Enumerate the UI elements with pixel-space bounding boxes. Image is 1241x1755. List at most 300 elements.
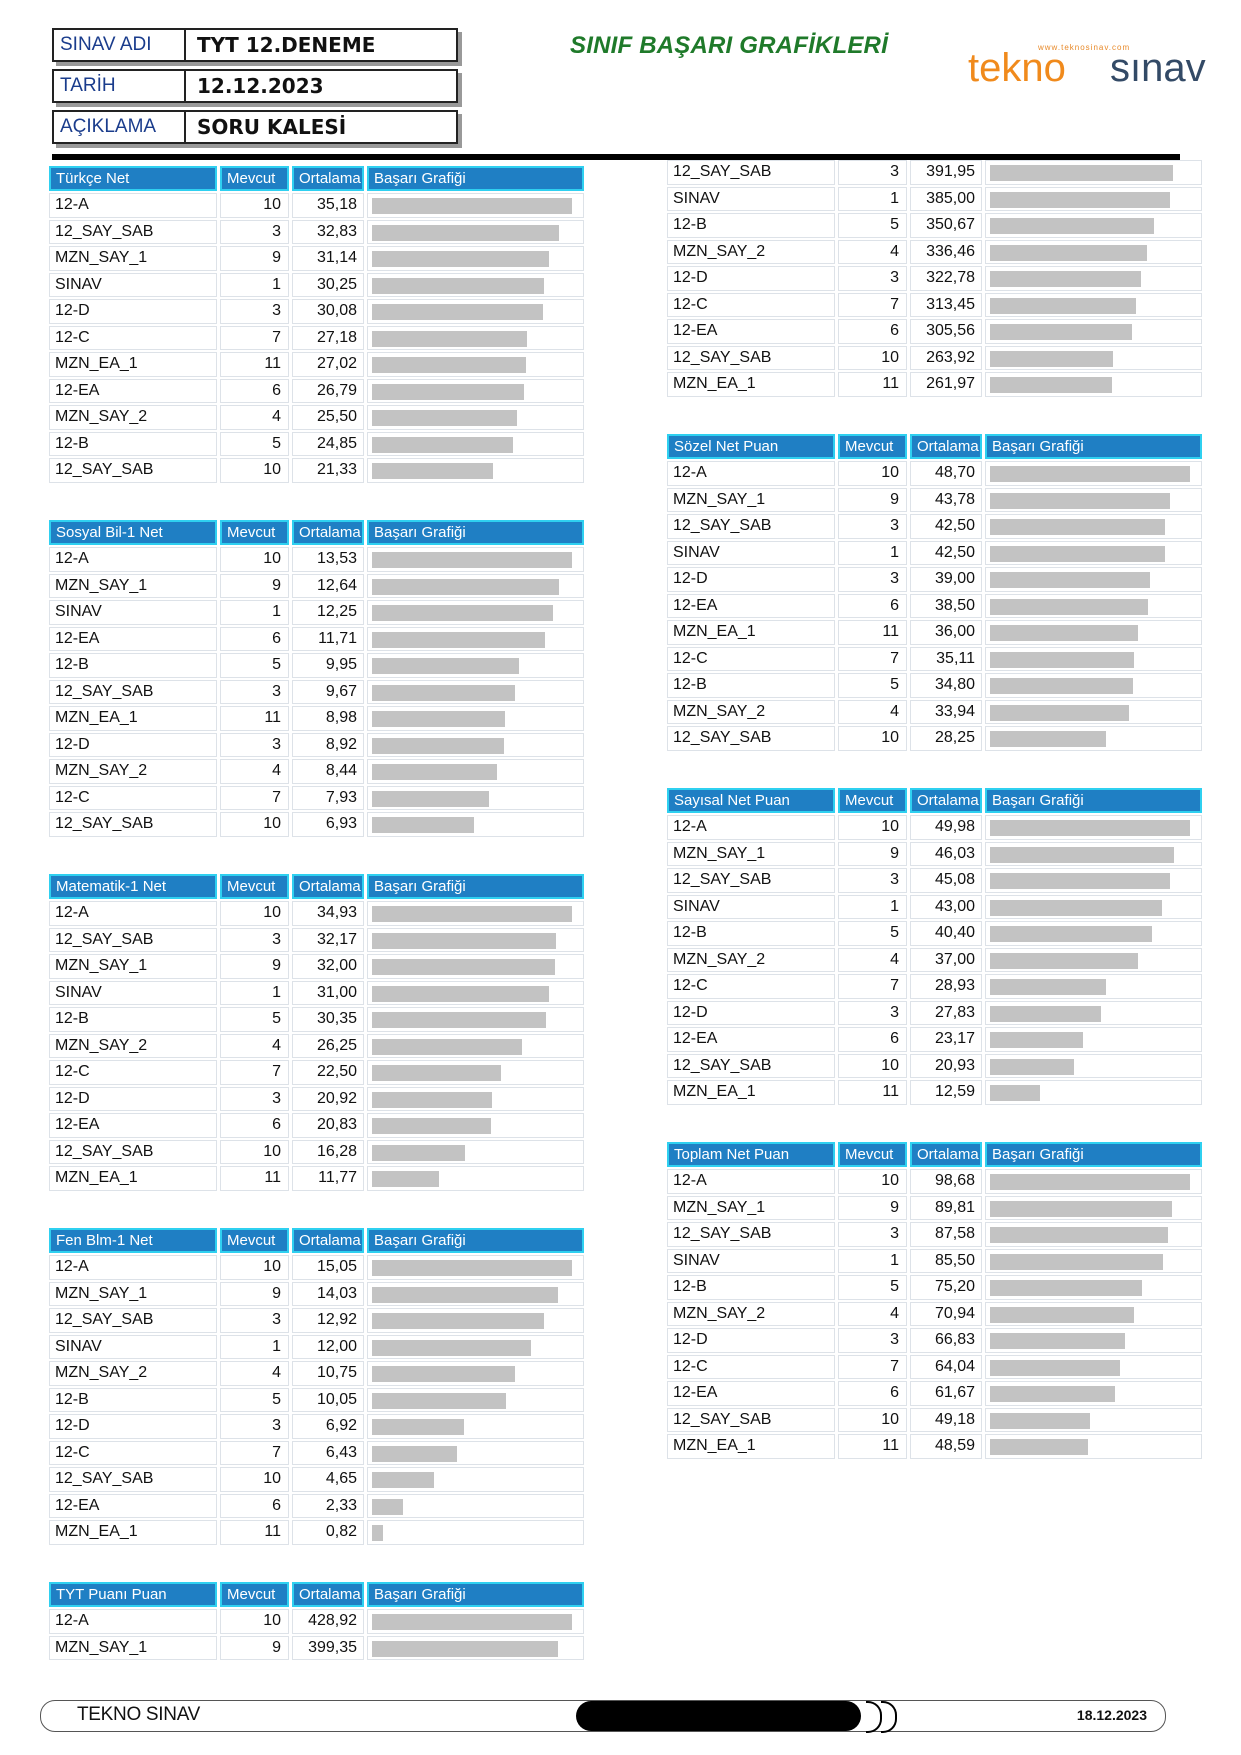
row-chart-cell [367, 547, 584, 572]
row-count: 11 [838, 372, 907, 397]
row-average: 75,20 [910, 1275, 982, 1300]
footer-arc [881, 1701, 897, 1733]
score-table [667, 788, 1205, 1107]
success-bar [372, 1393, 506, 1409]
row-chart-cell [985, 541, 1202, 566]
success-bar [990, 625, 1138, 641]
row-class: SINAV [49, 981, 217, 1006]
row-count: 4 [838, 700, 907, 725]
table-row [49, 901, 587, 926]
row-chart-cell [367, 954, 584, 979]
success-bar [990, 519, 1165, 535]
row-class: MZN_SAY_2 [49, 759, 217, 784]
row-count: 10 [220, 812, 289, 837]
row-class: MZN_SAY_2 [667, 948, 835, 973]
row-class: 12-EA [667, 1381, 835, 1406]
success-bar [372, 410, 517, 426]
table-row [667, 1381, 1205, 1406]
row-class: SINAV [49, 600, 217, 625]
row-class: MZN_SAY_2 [667, 700, 835, 725]
table-row [49, 954, 587, 979]
row-average: 61,67 [910, 1381, 982, 1406]
row-chart-cell [367, 352, 584, 377]
row-count: 10 [220, 1609, 289, 1634]
row-class: 12_SAY_SAB [49, 812, 217, 837]
row-class: MZN_SAY_2 [49, 405, 217, 430]
success-bar [372, 1446, 457, 1462]
column-grafik: Başarı Grafiği [367, 874, 584, 899]
logo-text-2: sınav [1110, 46, 1206, 90]
row-average: 9,95 [292, 653, 364, 678]
row-average: 16,28 [292, 1140, 364, 1165]
success-bar [990, 466, 1190, 482]
row-count: 4 [220, 1361, 289, 1386]
table-row [667, 1054, 1205, 1079]
column-ortalama: Ortalama [910, 788, 982, 813]
row-class: 12-B [49, 1388, 217, 1413]
row-count: 5 [220, 1007, 289, 1032]
row-count: 10 [838, 1408, 907, 1433]
success-bar [372, 304, 543, 320]
row-count: 11 [220, 1166, 289, 1191]
row-class: MZN_SAY_1 [667, 488, 835, 513]
success-bar [990, 1254, 1163, 1270]
info-description [52, 110, 458, 144]
table-header [49, 1228, 587, 1253]
row-count: 3 [220, 299, 289, 324]
row-average: 70,94 [910, 1302, 982, 1327]
row-chart-cell [985, 488, 1202, 513]
row-average: 313,45 [910, 293, 982, 318]
row-class: 12_SAY_SAB [49, 1140, 217, 1165]
row-class: 12_SAY_SAB [667, 1222, 835, 1247]
table-row [667, 1408, 1205, 1433]
row-average: 399,35 [292, 1636, 364, 1661]
table-title: Fen Blm-1 Net [49, 1228, 217, 1253]
row-chart-cell [367, 1361, 584, 1386]
row-count: 3 [838, 567, 907, 592]
row-average: 48,70 [910, 461, 982, 486]
row-class: 12-D [49, 1087, 217, 1112]
row-average: 26,79 [292, 379, 364, 404]
success-bar [372, 738, 504, 754]
table-row [49, 1636, 587, 1661]
row-chart-cell [367, 1441, 584, 1466]
row-class: 12-EA [667, 1027, 835, 1052]
success-bar [990, 1360, 1120, 1376]
row-chart-cell [367, 405, 584, 430]
row-chart-cell [985, 372, 1202, 397]
row-class: MZN_SAY_1 [667, 842, 835, 867]
row-average: 322,78 [910, 266, 982, 291]
row-count: 10 [838, 461, 907, 486]
info-exam-name [52, 28, 458, 62]
success-bar [990, 1386, 1115, 1402]
row-average: 350,67 [910, 213, 982, 238]
table-row [667, 1328, 1205, 1353]
row-class: 12-EA [667, 594, 835, 619]
table-row [49, 326, 587, 351]
row-average: 14,03 [292, 1282, 364, 1307]
table-row [667, 948, 1205, 973]
success-bar [372, 1092, 492, 1108]
row-chart-cell [985, 1275, 1202, 1300]
row-count: 4 [220, 1034, 289, 1059]
row-count: 4 [220, 759, 289, 784]
table-row [49, 680, 587, 705]
row-chart-cell [367, 432, 584, 457]
success-bar [372, 1287, 558, 1303]
success-bar [990, 873, 1170, 889]
success-bar [372, 225, 559, 241]
table-row [49, 1060, 587, 1085]
column-grafik: Başarı Grafiği [367, 520, 584, 545]
success-bar [990, 705, 1129, 721]
table-row [49, 1255, 587, 1280]
success-bar [372, 933, 556, 949]
row-chart-cell [985, 620, 1202, 645]
row-count: 11 [838, 620, 907, 645]
row-count: 4 [838, 240, 907, 265]
success-bar [372, 1260, 572, 1276]
row-class: 12_SAY_SAB [667, 1408, 835, 1433]
row-class: MZN_EA_1 [49, 1166, 217, 1191]
row-average: 15,05 [292, 1255, 364, 1280]
row-average: 428,92 [292, 1609, 364, 1634]
success-bar [372, 986, 549, 1002]
row-class: 12-B [667, 673, 835, 698]
row-class: 12-C [49, 786, 217, 811]
row-count: 11 [838, 1080, 907, 1105]
table-row [49, 928, 587, 953]
row-average: 36,00 [910, 620, 982, 645]
row-chart-cell [367, 812, 584, 837]
success-bar [372, 552, 572, 568]
row-chart-cell [985, 1249, 1202, 1274]
success-bar [372, 711, 505, 727]
row-count: 7 [838, 1355, 907, 1380]
row-average: 21,33 [292, 458, 364, 483]
row-chart-cell [367, 458, 584, 483]
table-row [49, 379, 587, 404]
info-date [52, 69, 458, 103]
row-count: 1 [220, 273, 289, 298]
row-count: 9 [838, 842, 907, 867]
table-row [49, 706, 587, 731]
success-bar [372, 658, 519, 674]
success-bar [372, 437, 513, 453]
row-class: 12-D [667, 1328, 835, 1353]
success-bar [372, 1472, 434, 1488]
table-row [667, 673, 1205, 698]
row-average: 26,25 [292, 1034, 364, 1059]
row-average: 27,18 [292, 326, 364, 351]
row-average: 30,08 [292, 299, 364, 324]
column-ortalama: Ortalama [910, 1142, 982, 1167]
column-ortalama: Ortalama [292, 874, 364, 899]
row-chart-cell [985, 293, 1202, 318]
success-bar [990, 652, 1134, 668]
column-grafik: Başarı Grafiği [367, 1582, 584, 1607]
score-table [49, 1582, 587, 1662]
row-chart-cell [367, 680, 584, 705]
row-count: 7 [838, 974, 907, 999]
row-count: 9 [220, 574, 289, 599]
success-bar [372, 1641, 558, 1657]
row-average: 6,93 [292, 812, 364, 837]
row-class: 12-A [49, 547, 217, 572]
row-chart-cell [367, 901, 584, 926]
success-bar [372, 906, 572, 922]
success-bar [990, 820, 1190, 836]
info-key: SINAV ADI [54, 30, 186, 60]
row-count: 3 [838, 1328, 907, 1353]
row-chart-cell [985, 461, 1202, 486]
row-class: 12-B [667, 921, 835, 946]
row-average: 40,40 [910, 921, 982, 946]
success-bar [990, 271, 1141, 287]
row-count: 3 [838, 1222, 907, 1247]
row-count: 5 [220, 1388, 289, 1413]
success-bar [372, 959, 555, 975]
table-header [667, 434, 1205, 459]
table-row [667, 160, 1205, 185]
row-average: 66,83 [910, 1328, 982, 1353]
row-class: MZN_SAY_1 [49, 1636, 217, 1661]
success-bar [990, 1032, 1083, 1048]
row-class: 12-A [49, 193, 217, 218]
success-bar [990, 847, 1174, 863]
row-chart-cell [367, 786, 584, 811]
column-ortalama: Ortalama [292, 1228, 364, 1253]
row-class: 12-EA [49, 1113, 217, 1138]
success-bar [990, 351, 1113, 367]
row-average: 35,18 [292, 193, 364, 218]
row-average: 23,17 [910, 1027, 982, 1052]
table-header [667, 1142, 1205, 1167]
row-average: 33,94 [910, 700, 982, 725]
row-class: 12-C [667, 647, 835, 672]
row-chart-cell [367, 326, 584, 351]
row-average: 39,00 [910, 567, 982, 592]
row-chart-cell [367, 1520, 584, 1545]
row-average: 2,33 [292, 1494, 364, 1519]
row-count: 10 [220, 1255, 289, 1280]
table-title: Matematik-1 Net [49, 874, 217, 899]
table-row [49, 1388, 587, 1413]
row-class: 12-C [49, 326, 217, 351]
row-count: 1 [220, 600, 289, 625]
row-class: 12-EA [49, 379, 217, 404]
row-chart-cell [367, 246, 584, 271]
row-chart-cell [367, 733, 584, 758]
row-average: 6,92 [292, 1414, 364, 1439]
row-class: MZN_SAY_2 [49, 1361, 217, 1386]
column-ortalama: Ortalama [292, 166, 364, 191]
row-count: 10 [220, 901, 289, 926]
row-count: 4 [220, 405, 289, 430]
row-chart-cell [367, 1007, 584, 1032]
row-class: 12-A [667, 1169, 835, 1194]
row-class: 12-A [49, 1255, 217, 1280]
row-chart-cell [367, 220, 584, 245]
score-table [667, 160, 1205, 399]
success-bar [990, 1307, 1134, 1323]
row-class: 12-D [667, 266, 835, 291]
table-row [49, 1308, 587, 1333]
info-value: SORU KALESİ [197, 115, 347, 139]
row-class: 12-D [667, 567, 835, 592]
row-average: 7,93 [292, 786, 364, 811]
table-row [49, 981, 587, 1006]
success-bar [372, 1525, 383, 1541]
row-chart-cell [985, 1302, 1202, 1327]
success-bar [990, 979, 1106, 995]
row-chart-cell [985, 1080, 1202, 1105]
table-row [49, 220, 587, 245]
success-bar [372, 357, 526, 373]
row-average: 8,98 [292, 706, 364, 731]
row-count: 4 [838, 948, 907, 973]
row-average: 89,81 [910, 1196, 982, 1221]
row-count: 7 [838, 293, 907, 318]
row-chart-cell [985, 1328, 1202, 1353]
table-row [667, 461, 1205, 486]
row-average: 4,65 [292, 1467, 364, 1492]
row-chart-cell [985, 1434, 1202, 1459]
row-average: 45,08 [910, 868, 982, 893]
row-class: SINAV [667, 187, 835, 212]
row-class: MZN_EA_1 [667, 372, 835, 397]
row-count: 3 [220, 220, 289, 245]
table-row [49, 1467, 587, 1492]
row-count: 9 [220, 1636, 289, 1661]
table-row [49, 432, 587, 457]
table-header [49, 166, 587, 191]
table-row [667, 842, 1205, 867]
table-row [49, 405, 587, 430]
row-chart-cell [985, 594, 1202, 619]
success-bar [372, 251, 549, 267]
table-row [49, 600, 587, 625]
footer [40, 1700, 1166, 1732]
row-count: 10 [838, 815, 907, 840]
row-class: 12-B [49, 432, 217, 457]
row-class: 12-D [49, 733, 217, 758]
row-class: MZN_SAY_1 [667, 1196, 835, 1221]
row-count: 3 [838, 868, 907, 893]
row-chart-cell [367, 1255, 584, 1280]
logo-text-1: tekno [968, 46, 1066, 90]
success-bar [372, 791, 489, 807]
row-count: 9 [838, 1196, 907, 1221]
success-bar [372, 1614, 572, 1630]
row-count: 5 [838, 1275, 907, 1300]
row-count: 7 [220, 326, 289, 351]
row-class: SINAV [49, 1335, 217, 1360]
table-row [49, 299, 587, 324]
column-ortalama: Ortalama [910, 434, 982, 459]
table-row [667, 620, 1205, 645]
row-chart-cell [985, 700, 1202, 725]
column-mevcut: Mevcut [220, 520, 289, 545]
row-count: 6 [220, 627, 289, 652]
row-average: 35,11 [910, 647, 982, 672]
row-chart-cell [367, 1609, 584, 1634]
row-class: SINAV [667, 895, 835, 920]
row-class: 12-B [667, 1275, 835, 1300]
row-average: 20,83 [292, 1113, 364, 1138]
row-chart-cell [985, 1054, 1202, 1079]
row-chart-cell [985, 815, 1202, 840]
success-bar [990, 1201, 1172, 1217]
row-class: 12_SAY_SAB [667, 514, 835, 539]
success-bar [372, 278, 544, 294]
table-row [667, 319, 1205, 344]
row-average: 10,05 [292, 1388, 364, 1413]
table-row [667, 1080, 1205, 1105]
row-chart-cell [367, 1166, 584, 1191]
table-row [667, 815, 1205, 840]
row-chart-cell [367, 379, 584, 404]
row-class: 12-EA [667, 319, 835, 344]
table-header [667, 788, 1205, 813]
row-class: MZN_SAY_1 [49, 1282, 217, 1307]
table-title: TYT Puanı Puan [49, 1582, 217, 1607]
table-title: Sözel Net Puan [667, 434, 835, 459]
success-bar [990, 1174, 1190, 1190]
table-row [667, 974, 1205, 999]
row-average: 85,50 [910, 1249, 982, 1274]
row-chart-cell [367, 759, 584, 784]
row-count: 6 [838, 594, 907, 619]
row-count: 9 [220, 954, 289, 979]
score-table [49, 1228, 587, 1547]
table-row [667, 1275, 1205, 1300]
row-count: 3 [838, 514, 907, 539]
row-chart-cell [367, 1060, 584, 1085]
row-count: 3 [220, 1087, 289, 1112]
table-title: Toplam Net Puan [667, 1142, 835, 1167]
row-chart-cell [367, 299, 584, 324]
row-class: 12-B [49, 1007, 217, 1032]
row-chart-cell [985, 974, 1202, 999]
table-row [667, 346, 1205, 371]
row-count: 10 [220, 1140, 289, 1165]
row-class: 12-C [49, 1060, 217, 1085]
table-row [667, 1302, 1205, 1327]
row-average: 34,80 [910, 673, 982, 698]
table-row [49, 1140, 587, 1165]
success-bar [372, 1499, 403, 1515]
row-chart-cell [985, 319, 1202, 344]
column-mevcut: Mevcut [220, 1582, 289, 1607]
table-row [49, 1494, 587, 1519]
row-class: 12_SAY_SAB [49, 458, 217, 483]
info-key: AÇIKLAMA [54, 112, 186, 142]
row-count: 6 [838, 1027, 907, 1052]
table-row [49, 627, 587, 652]
table-title: Sayısal Net Puan [667, 788, 835, 813]
success-bar [990, 1085, 1040, 1101]
row-average: 32,00 [292, 954, 364, 979]
row-chart-cell [367, 928, 584, 953]
row-average: 87,58 [910, 1222, 982, 1247]
row-count: 3 [220, 1308, 289, 1333]
row-average: 64,04 [910, 1355, 982, 1380]
row-average: 25,50 [292, 405, 364, 430]
row-class: 12_SAY_SAB [667, 868, 835, 893]
